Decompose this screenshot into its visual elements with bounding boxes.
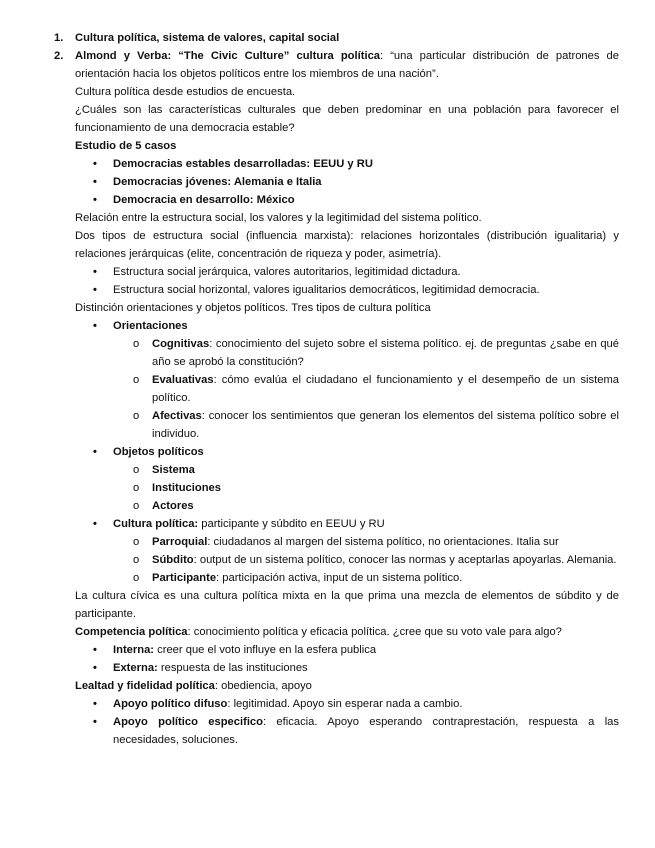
circle-bullet-icon: o [133, 572, 140, 584]
section-heading: Estudio de 5 casos [75, 140, 177, 152]
list-item-1 [0, 29, 655, 47]
paragraph: Dos tipos de estructura social (influencia marxista): relaciones horizontales (distribución igualitaria) y relaciones jerárquicas (elite, concentración de riqueza y poder, asimetría). [75, 230, 619, 260]
object-label: Instituciones [152, 482, 221, 494]
bullet-icon: • [93, 518, 97, 530]
bullet-icon: • [93, 194, 97, 206]
item-text: : “una particular distribución de patrones de orientación hacia los objetos políticos entre los miembros de una nación”. [75, 50, 619, 80]
term: Cognitivas [152, 338, 210, 350]
list-item [0, 695, 655, 713]
circle-bullet-icon: o [133, 500, 140, 512]
paragraph: Distinción orientaciones y objetos políticos. Tres tipos de cultura política [75, 302, 431, 314]
case-label: Democracia en desarrollo: México [113, 194, 295, 206]
sublist-item [0, 497, 655, 515]
subsection-heading: Cultura política: [113, 518, 199, 530]
bullet-icon: • [93, 446, 97, 458]
term: Afectivas [152, 410, 202, 422]
document-page [0, 29, 655, 749]
list-number: 1. [54, 32, 64, 44]
term-desc: : conocimiento política y eficacia política. ¿cree que su voto vale para algo? [187, 626, 562, 638]
term-desc: : output de un sistema político, conocer las normas y aceptarlas apoyarlas. Alemania. [193, 554, 617, 566]
paragraph: La cultura cívica es una cultura política mixta en la que prima una mezcla de elementos de súbdito y de participante. [75, 590, 619, 620]
term: Competencia política [75, 626, 188, 638]
list-item [0, 191, 655, 209]
list-item [0, 281, 655, 299]
list-item [0, 173, 655, 191]
sublist-item [0, 335, 655, 371]
term-desc: : obediencia, apoyo [214, 680, 312, 692]
case-label: Democracias estables desarrolladas: EEUU y RU [113, 158, 373, 170]
list-item-2 [0, 47, 655, 83]
structure-text: Estructura social horizontal, valores igualitarios democráticos, legitimidad democracia. [113, 284, 540, 296]
case-label: Democracias jóvenes: Alemania e Italia [113, 176, 322, 188]
term: Parroquial [152, 536, 208, 548]
circle-bullet-icon: o [133, 410, 140, 422]
term-desc: respuesta de las instituciones [157, 662, 308, 674]
term-desc: : conocimiento del sujeto sobre el sistema político. ej. de preguntas ¿sabe en qué año se aprobó la constitución? [152, 338, 619, 368]
list-number: 2. [54, 50, 64, 62]
circle-bullet-icon: o [133, 536, 140, 548]
list-item [0, 713, 655, 749]
sublist-item [0, 371, 655, 407]
sublist-item [0, 407, 655, 443]
list-item [0, 317, 655, 335]
bullet-icon: • [93, 158, 97, 170]
structure-text: Estructura social jerárquica, valores autoritarios, legitimidad dictadura. [113, 266, 461, 278]
subsection-text: participante y súbdito en EEUU y RU [198, 518, 385, 530]
bullet-icon: • [93, 698, 97, 710]
term: Súbdito [152, 554, 194, 566]
circle-bullet-icon: o [133, 482, 140, 494]
list-item [0, 263, 655, 281]
sublist-item [0, 569, 655, 587]
term: Apoyo político especifico [113, 716, 263, 728]
term-desc: : conocer los sentimientos que generan los elementos del sistema político sobre el individuo. [152, 410, 619, 440]
term-desc: : ciudadanos al margen del sistema político, no orientaciones. Italia sur [207, 536, 559, 548]
circle-bullet-icon: o [133, 374, 140, 386]
object-label: Actores [152, 500, 194, 512]
term: Interna: [113, 644, 155, 656]
bullet-icon: • [93, 662, 97, 674]
circle-bullet-icon: o [133, 554, 140, 566]
list-item [0, 155, 655, 173]
term-desc: : cómo evalúa el ciudadano el funcionamiento y el desempeño de un sistema político. [152, 374, 619, 404]
bullet-icon: • [93, 716, 97, 728]
sublist-item [0, 479, 655, 497]
list-item [0, 443, 655, 461]
term: Participante [152, 572, 217, 584]
paragraph: Relación entre la estructura social, los valores y la legitimidad del sistema político. [75, 212, 482, 224]
term-desc: creer que el voto influye en la esfera publica [154, 644, 377, 656]
object-label: Sistema [152, 464, 195, 476]
list-item [0, 659, 655, 677]
bullet-icon: • [93, 284, 97, 296]
bullet-icon: • [93, 266, 97, 278]
term: Lealtad y fidelidad política [75, 680, 215, 692]
bullet-icon: • [93, 644, 97, 656]
subsection-heading: Orientaciones [113, 320, 188, 332]
bullet-icon: • [93, 320, 97, 332]
circle-bullet-icon: o [133, 338, 140, 350]
sublist-item [0, 533, 655, 551]
sublist-item [0, 551, 655, 569]
term: Apoyo político difuso [113, 698, 228, 710]
term-desc: : legitimidad. Apoyo sin esperar nada a cambio. [227, 698, 463, 710]
list-item [0, 641, 655, 659]
item-title: Cultura política, sistema de valores, capital social [75, 32, 340, 44]
term-desc: : participación activa, input de un sistema político. [216, 572, 463, 584]
circle-bullet-icon: o [133, 464, 140, 476]
item-title: Almond y Verba: “The Civic Culture” cultura política [75, 50, 381, 62]
term-desc: : eficacia. Apoyo esperando contraprestación, respuesta a las necesidades, soluciones. [113, 716, 619, 746]
sublist-item [0, 461, 655, 479]
list-item [0, 515, 655, 533]
term: Evaluativas [152, 374, 214, 386]
paragraph: ¿Cuáles son las características culturales que deben predominar en una población para favorecer el funcionamiento de una democracia estable? [75, 104, 619, 134]
term: Externa: [113, 662, 158, 674]
subsection-heading: Objetos políticos [113, 446, 204, 458]
paragraph: Cultura política desde estudios de encuesta. [75, 86, 296, 98]
bullet-icon: • [93, 176, 97, 188]
